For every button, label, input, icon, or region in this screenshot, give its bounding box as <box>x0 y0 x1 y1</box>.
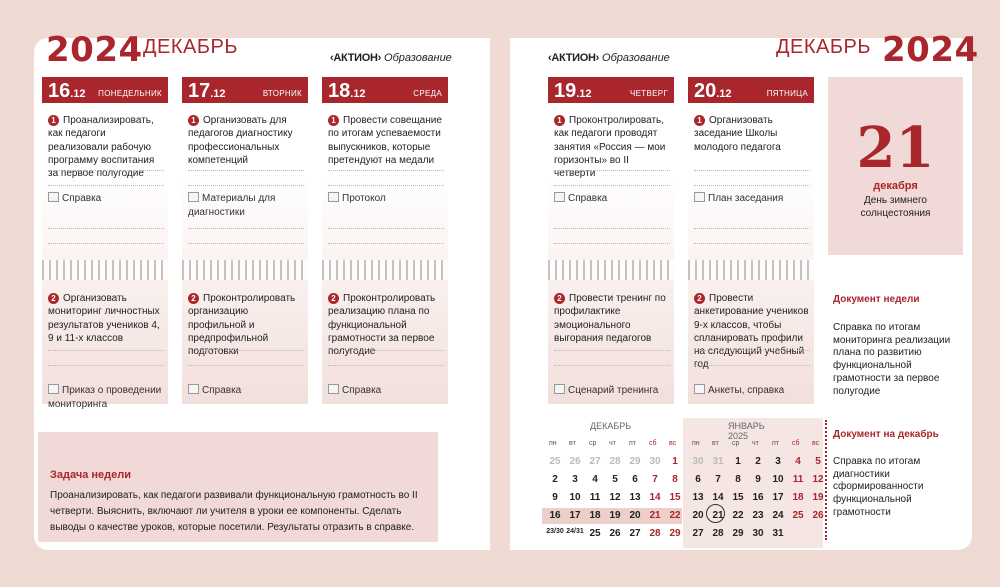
calendar-day: 10 <box>569 492 581 503</box>
day-number <box>188 80 226 103</box>
weekday-label: чт <box>752 440 759 447</box>
calendar-day: 21 <box>649 510 661 521</box>
note-lines <box>554 214 670 244</box>
note-lines <box>554 156 670 186</box>
calendar-day: 15 <box>732 492 744 503</box>
task-1-text: Проконтролировать, как педагоги проводят занятия «Россия — мои горизонты» во II четверти <box>554 115 666 180</box>
doc-2 <box>328 384 444 398</box>
document-icon <box>188 384 199 394</box>
doc-2 <box>694 384 810 398</box>
calendar-day: 28 <box>649 528 661 539</box>
calendar-day: 26 <box>812 510 824 521</box>
day-column <box>322 77 448 404</box>
month-right: ДЕКАБРЬ <box>776 36 871 58</box>
day-month-suffix: .12 <box>716 88 732 100</box>
calendar-day: 24/31 <box>566 528 584 535</box>
task-2-text: Провести анкетирование учеников 9-х классов, чтобы спланировать профили на следующий учебный год <box>694 293 809 371</box>
calendar-day: 30 <box>752 528 764 539</box>
calendar-day: 26 <box>569 456 581 467</box>
doc-2-text: Приказ о проведении мониторинга <box>48 385 162 410</box>
calendar-day: 1 <box>672 456 678 467</box>
day-name: ПОНЕДЕЛЬНИК <box>98 89 162 98</box>
day-header <box>322 77 448 103</box>
note-lines <box>694 214 810 244</box>
day-name: ЧЕТВЕРГ <box>630 89 668 98</box>
calendar-day: 12 <box>609 492 621 503</box>
day-column <box>42 77 168 410</box>
brand-logo: ‹АКТИОН› <box>330 52 381 64</box>
calendar-day: 27 <box>629 528 641 539</box>
note-lines <box>694 156 810 186</box>
calendar-day: 28 <box>712 528 724 539</box>
calendar-day: 18 <box>792 492 804 503</box>
brand-text: Образование <box>602 52 670 64</box>
day-num: 20 <box>694 80 717 102</box>
calendar-day: 11 <box>792 474 804 485</box>
task-1 <box>694 114 810 154</box>
weekday-label: чт <box>609 440 616 447</box>
calendar-day: 7 <box>715 474 721 485</box>
doc-1-text: Материалы для диагностики <box>188 193 276 218</box>
calendar-day: 25 <box>589 528 601 539</box>
weekday-label: пт <box>629 440 636 447</box>
task-number-badge: 1 <box>694 115 705 126</box>
doc-1-text: Справка <box>568 193 608 204</box>
spiral-binding <box>688 260 814 280</box>
brand-left <box>330 52 452 64</box>
calendar-day: 24 <box>772 510 784 521</box>
calendar-day: 25 <box>792 510 804 521</box>
task-2-text: Проконтролировать реализацию плана по функциональной грамотности за первое полугодие <box>328 293 436 358</box>
calendar-day: 9 <box>552 492 558 503</box>
calendar-day: 26 <box>609 528 621 539</box>
day-column <box>688 77 814 404</box>
note-lines <box>48 336 164 366</box>
calendar-day: 8 <box>735 474 741 485</box>
calendar-day: 23/30 <box>546 528 564 535</box>
calendar-day: 19 <box>609 510 621 521</box>
calendar-day: 11 <box>589 492 601 503</box>
task-number-badge: 2 <box>188 293 199 304</box>
calendar-day: 1 <box>735 456 741 467</box>
document-icon <box>188 192 199 202</box>
task-number-badge: 2 <box>328 293 339 304</box>
calendar-day: 14 <box>712 492 724 503</box>
task-number-badge: 1 <box>328 115 339 126</box>
calendar-day: 3 <box>572 474 578 485</box>
doc-2 <box>188 384 304 398</box>
note-lines <box>328 336 444 366</box>
brand-logo: ‹АКТИОН› <box>548 52 599 64</box>
task-1-text: Проанализировать, как педагоги реализовали рабочую программу воспитания за первое полугодие <box>48 115 155 180</box>
calendar-day: 6 <box>632 474 638 485</box>
note-lines <box>554 336 670 366</box>
highlight-day-month: декабря <box>873 180 918 192</box>
calendar-month-title: ДЕКАБРЬ <box>590 421 632 431</box>
weekday-label: пн <box>692 440 700 447</box>
calendar-day: 2 <box>552 474 558 485</box>
day-number <box>554 80 592 103</box>
task-number-badge: 1 <box>188 115 199 126</box>
spiral-binding <box>42 260 168 280</box>
day-name: СРЕДА <box>413 89 442 98</box>
calendar-day: 6 <box>695 474 701 485</box>
spiral-binding <box>322 260 448 280</box>
day-name: ПЯТНИЦА <box>766 89 808 98</box>
task-number-badge: 1 <box>48 115 59 126</box>
weekday-label: сб <box>649 440 657 447</box>
task-1-text: Провести совещание по итогам успеваемости выпускников, которые претендуют на медали <box>328 115 442 166</box>
day-month-suffix: .12 <box>576 88 592 100</box>
weekday-label: вт <box>569 440 576 447</box>
calendar-day: 22 <box>732 510 744 521</box>
task-of-week-text: Проанализировать, как педагоги развивали функциональную грамотность во II четверти. Выяснить, включают ли учителя в уроки ее компоненты. Сделать выводы о качестве уроков, которые посетили. Результаты отразить в справке. <box>50 490 418 533</box>
note-lines <box>48 156 164 186</box>
highlight-day-card <box>828 77 963 255</box>
doc-1-text: Протокол <box>342 193 386 204</box>
task-2-text: Организовать мониторинг личностных результатов учеников 4, 9 и 11-х классов <box>48 293 160 344</box>
day-month-suffix: .12 <box>70 88 86 100</box>
month-left: ДЕКАБРЬ <box>143 36 238 58</box>
calendar-day: 27 <box>692 528 704 539</box>
task-number-badge: 1 <box>554 115 565 126</box>
calendar-day: 10 <box>772 474 784 485</box>
weekday-label: пт <box>772 440 779 447</box>
calendar-day: 31 <box>712 456 724 467</box>
doc-1 <box>694 192 810 206</box>
note-lines <box>188 336 304 366</box>
brand-text: Образование <box>384 52 452 64</box>
document-icon <box>694 384 705 394</box>
calendar-day: 16 <box>752 492 764 503</box>
day-num: 18 <box>328 80 351 102</box>
calendar-day: 20 <box>692 510 704 521</box>
calendar-day: 2 <box>755 456 761 467</box>
weekday-label: ср <box>732 440 740 447</box>
doc-of-week-title: Документ недели <box>833 294 920 305</box>
doc-of-week-text: Справка по итогам мониторинга реализации плана по развитию функциональной грамотности за первое полугодие <box>833 322 951 397</box>
note-lines <box>188 214 304 244</box>
highlight-day-number: 21 <box>856 115 935 181</box>
calendar-day: 14 <box>649 492 661 503</box>
day-num: 17 <box>188 80 211 102</box>
spiral-binding <box>182 260 308 280</box>
day-month-suffix: .12 <box>210 88 226 100</box>
day-num: 16 <box>48 80 71 102</box>
calendar-day: 17 <box>772 492 784 503</box>
doc-1 <box>554 192 670 206</box>
document-icon <box>694 192 705 202</box>
calendar-day: 31 <box>772 528 784 539</box>
calendar-day: 18 <box>589 510 601 521</box>
doc-2 <box>48 384 164 412</box>
task-number-badge: 2 <box>48 293 59 304</box>
calendar-day: 13 <box>629 492 641 503</box>
calendar-day: 21 <box>712 510 724 521</box>
calendar-month-title: ЯНВАРЬ 2025 <box>728 421 765 441</box>
calendar-day: 5 <box>815 456 821 467</box>
note-lines <box>328 156 444 186</box>
day-number <box>694 80 732 103</box>
calendar-day: 22 <box>669 510 681 521</box>
calendar-day: 15 <box>669 492 681 503</box>
calendar-day: 16 <box>549 510 561 521</box>
year-left: 2024 <box>46 30 143 70</box>
calendar-day: 25 <box>549 456 561 467</box>
calendar-day: 13 <box>692 492 704 503</box>
day-num: 19 <box>554 80 577 102</box>
calendar-day: 17 <box>569 510 581 521</box>
document-icon <box>328 192 339 202</box>
task-number-badge: 2 <box>554 293 565 304</box>
calendar-day: 29 <box>629 456 641 467</box>
brand-right <box>548 52 670 64</box>
task-2-text: Провести тренинг по профилактике эмоционального выгорания педагогов <box>554 293 666 344</box>
doc-2-text: Справка <box>342 385 382 396</box>
day-column <box>548 77 674 404</box>
task-of-week-title: Задача недели <box>50 469 132 481</box>
day-column <box>182 77 308 404</box>
note-lines <box>48 214 164 244</box>
calendar-day: 30 <box>692 456 704 467</box>
doc-2-text: Сценарий тренинга <box>568 385 659 396</box>
weekday-label: вт <box>712 440 719 447</box>
doc-2 <box>554 384 670 398</box>
note-lines <box>694 336 810 366</box>
doc-1 <box>328 192 444 206</box>
doc-of-month-title: Документ на декабрь <box>833 429 939 440</box>
calendar-day: 4 <box>795 456 801 467</box>
highlight-day-event: День зимнего солнцестояния <box>860 195 931 219</box>
task-1-text: Организовать заседание Школы молодого педагога <box>694 115 781 153</box>
document-icon <box>48 192 59 202</box>
weekday-label: вс <box>669 440 677 447</box>
calendar-day: 8 <box>672 474 678 485</box>
task-of-week-panel <box>38 432 438 542</box>
day-header <box>548 77 674 103</box>
calendar-day: 23 <box>752 510 764 521</box>
calendar-day: 28 <box>609 456 621 467</box>
calendar-day: 5 <box>612 474 618 485</box>
day-header <box>182 77 308 103</box>
year-right: 2024 <box>882 30 979 70</box>
calendar-day: 29 <box>669 528 681 539</box>
calendar-day: 9 <box>755 474 761 485</box>
doc-2-text: Анкеты, справка <box>708 385 785 396</box>
document-icon <box>48 384 59 394</box>
note-lines <box>188 156 304 186</box>
weekday-label: сб <box>792 440 800 447</box>
doc-1-text: План заседания <box>708 193 784 204</box>
task-2-text: Проконтролировать организацию профильной и предпрофильной подготовки <box>188 293 296 358</box>
doc-of-month-text: Справка по итогам диагностики сформированности функциональной грамотности <box>833 456 924 518</box>
calendar-day: 30 <box>649 456 661 467</box>
calendar-day: 20 <box>629 510 641 521</box>
calendar-day: 27 <box>589 456 601 467</box>
day-number <box>48 80 86 103</box>
doc-1-text: Справка <box>62 193 102 204</box>
day-header <box>688 77 814 103</box>
day-month-suffix: .12 <box>350 88 366 100</box>
day-header <box>42 77 168 103</box>
weekday-label: вс <box>812 440 820 447</box>
task-number-badge: 2 <box>694 293 705 304</box>
calendar-day: 3 <box>775 456 781 467</box>
doc-1 <box>48 192 164 206</box>
calendar-day: 12 <box>812 474 824 485</box>
calendar-day: 4 <box>592 474 598 485</box>
day-name: ВТОРНИК <box>262 89 302 98</box>
day-number <box>328 80 366 103</box>
task-1-text: Организовать для педагогов диагностику профессиональных компетенций <box>188 115 293 166</box>
weekday-label: пн <box>549 440 557 447</box>
calendar-day: 19 <box>812 492 824 503</box>
spiral-binding <box>548 260 674 280</box>
doc-2-text: Справка <box>202 385 242 396</box>
document-icon <box>554 384 565 394</box>
note-lines <box>328 214 444 244</box>
document-icon <box>328 384 339 394</box>
weekday-label: ср <box>589 440 597 447</box>
document-icon <box>554 192 565 202</box>
calendar-day: 7 <box>652 474 658 485</box>
calendar-day: 29 <box>732 528 744 539</box>
